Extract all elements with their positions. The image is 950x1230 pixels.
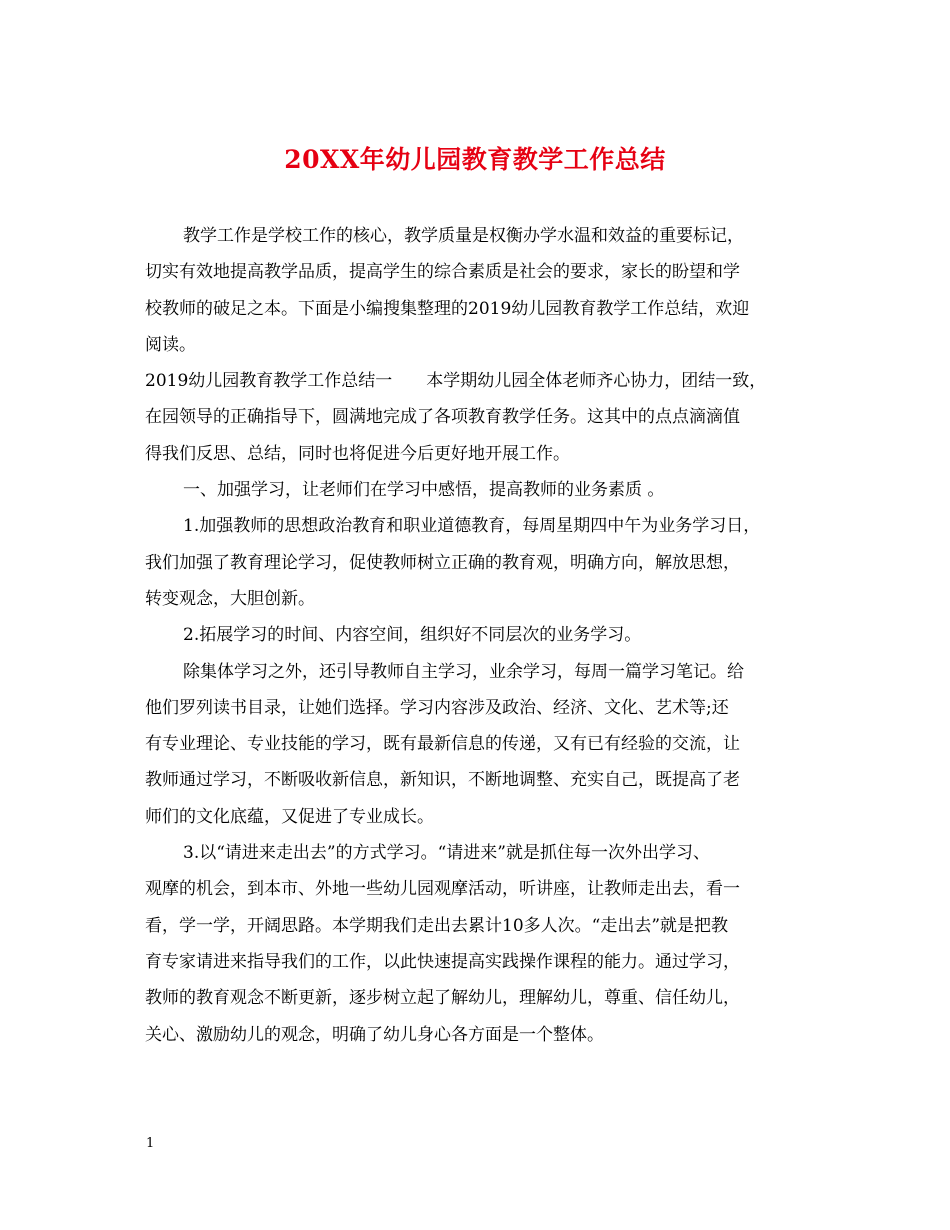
text-line: 看，学一学，开阔思路。本学期我们走出去累计10多人次。“走出去”就是把教 [145, 915, 729, 936]
text-line: 2.拓展学习的时间、内容空间，组织好不同层次的业务学习。 [183, 625, 642, 646]
text-line: 他们罗列读书目录，让她们选择。学习内容涉及政治、经济、文化、艺术等;还 [145, 697, 729, 718]
text-line: 师们的文化底蕴，又促进了专业成长。 [145, 806, 434, 827]
text-line: 除集体学习之外，还引导教师自主学习，业余学习，每周一篇学习笔记。给 [183, 661, 744, 682]
text-line: 2019幼儿园教育教学工作总结一 本学期幼儿园全体老师齐心协力，团结一致， [145, 371, 767, 392]
document-body [145, 218, 813, 1053]
text-line: 有专业理论、专业技能的学习，既有最新信息的传递，又有已有经验的交流，让 [145, 734, 740, 755]
page-number: 1 [146, 1136, 155, 1151]
text-line: 教师通过学习，不断吸收新信息，新知识，不断地调整、充实自己，既提高了老 [145, 770, 740, 791]
text-line: 观摩的机会，到本市、外地一些幼儿园观摩活动，听讲座，让教师走出去，看一 [145, 879, 740, 900]
text-line: 校教师的破足之本。下面是小编搜集整理的2019幼儿园教育教学工作总结，欢迎 [145, 298, 750, 319]
text-line: 阅读。 [145, 334, 196, 355]
text-line: 转变观念，大胆创新。 [145, 588, 315, 609]
text-line: 育专家请进来指导我们的工作，以此快速提高实践操作课程的能力。通过学习， [145, 951, 740, 972]
text-line: 我们加强了教育理论学习，促使教师树立正确的教育观，明确方向，解放思想， [145, 552, 740, 573]
text-line: 1.加强教师的思想政治教育和职业道德教育，每周星期四中午为业务学习日， [183, 516, 761, 537]
text-line: 教学工作是学校工作的核心，教学质量是权衡办学水温和效益的重要标记， [183, 226, 744, 246]
text-line: 关心、激励幼儿的观念，明确了幼儿身心各方面是一个整体。 [145, 1024, 604, 1045]
section-heading: 一、加强学习，让老师们在学习中感悟，提高教师的业务素质 。 [183, 480, 665, 501]
text-line: 在园领导的正确指导下，圆满地完成了各项教育教学任务。这其中的点点滴滴值 [145, 407, 740, 428]
document-title: 20XX年幼儿园教育教学工作总结 [284, 145, 666, 174]
text-line: 教师的教育观念不断更新，逐步树立起了解幼儿，理解幼儿，尊重、信任幼儿， [145, 988, 740, 1009]
text-line: 切实有效地提高教学品质，提高学生的综合素质是社会的要求，家长的盼望和学 [145, 262, 740, 283]
text-line: 得我们反思、总结，同时也将促进今后更好地开展工作。 [145, 443, 570, 464]
text-line: 3.以“请进来走出去”的方式学习。“请进来”就是抓住每一次外出学习、 [183, 843, 710, 864]
